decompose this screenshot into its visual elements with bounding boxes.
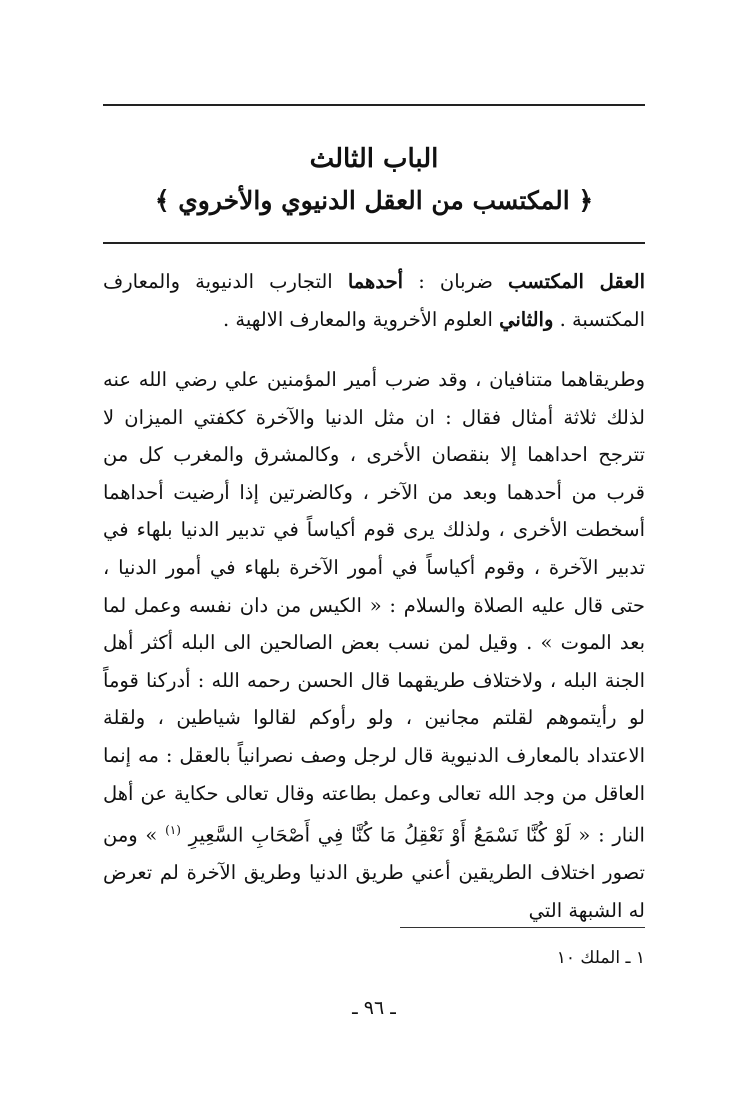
footnote: ١ ـ الملك ١٠ (556, 948, 645, 968)
footnote-rule (400, 927, 645, 928)
paragraph-1-part1: ضربان : (403, 270, 509, 293)
paragraph-1 (103, 263, 645, 338)
chapter-subtitle: ﴿ المكتسب من العقل الدنيوي والأخروي ﴾ (154, 186, 594, 215)
top-rule (103, 104, 645, 106)
paragraph-2 (103, 361, 645, 929)
paragraph-2-text: وطريقاهما متنافيان ، وقد ضرب أمير المؤمنين علي رضي الله عنه لذلك ثلاثة أمثال فقال : ان مثل الدنيا والآخرة ككفتي الميزان لا تترجح احداهما إلا بنقصان الأخرى ، وكالمشرق والمغرب كل من قرب من أحدهما وبعد من الآخر ، وكالضرتين إذا أرضيت أحداهما أسخطت الأخرى ، ولذلك يرى قوم أكياساً في تدبير الدنيا بلهاء في تدبير الآخرة ، وقوم أكياساً في أمور الآخرة بلهاء في أمور الدنيا ، حتى قال عليه الصلاة والسلام : « الكيس من دان نفسه وعمل لما بعد الموت » . وقيل لمن نسب بعض الصالحين الى البله أكثر أهل الجنة البله ، ولاختلاف طريقهما قال الحسن رحمه الله : أدركنا قوماً لو رأيتموهم لقلتم مجانين ، ولو رأوكم لقالوا شياطين ، ولقلة الاعتداد بالمعارف الدنيوية قال لرجل وصف نصرانياً بالعقل : مه إنما العاقل من وجد الله تعالى وعمل بطاعته وقال تعالى حكاية عن أهل النار : « (103, 368, 645, 847)
chapter-title: الباب الثالث (309, 144, 439, 174)
footnote-reference: (١) (165, 823, 181, 838)
paragraph-2-continuation: » ومن تصور اختلاف الطريقين أعني طريق الدنيا وطريق الآخرة لم تعرض له الشبهة التي (103, 823, 645, 922)
paragraph-1-bold3: والثاني (499, 307, 554, 331)
quran-verse: لَوْ كُنَّا نَسْمَعُ أَوْ نَعْقِلُ مَا كُنَّا فِي أَصْحَابِ السَّعِيرِ (188, 823, 571, 847)
paragraph-1-bold2: أحدهما (347, 270, 404, 293)
paragraph-1-part3: العلوم الأخروية والمعارف الالهية . (223, 307, 500, 331)
page-number: ـ ٩٦ ـ (352, 997, 396, 1019)
paragraph-1-lead: العقل المكتسب (508, 270, 645, 293)
title-bottom-rule (103, 242, 645, 244)
paragraph-1-part2: التجارب الدنيوية والمعارف المكتسبة . (103, 270, 645, 331)
